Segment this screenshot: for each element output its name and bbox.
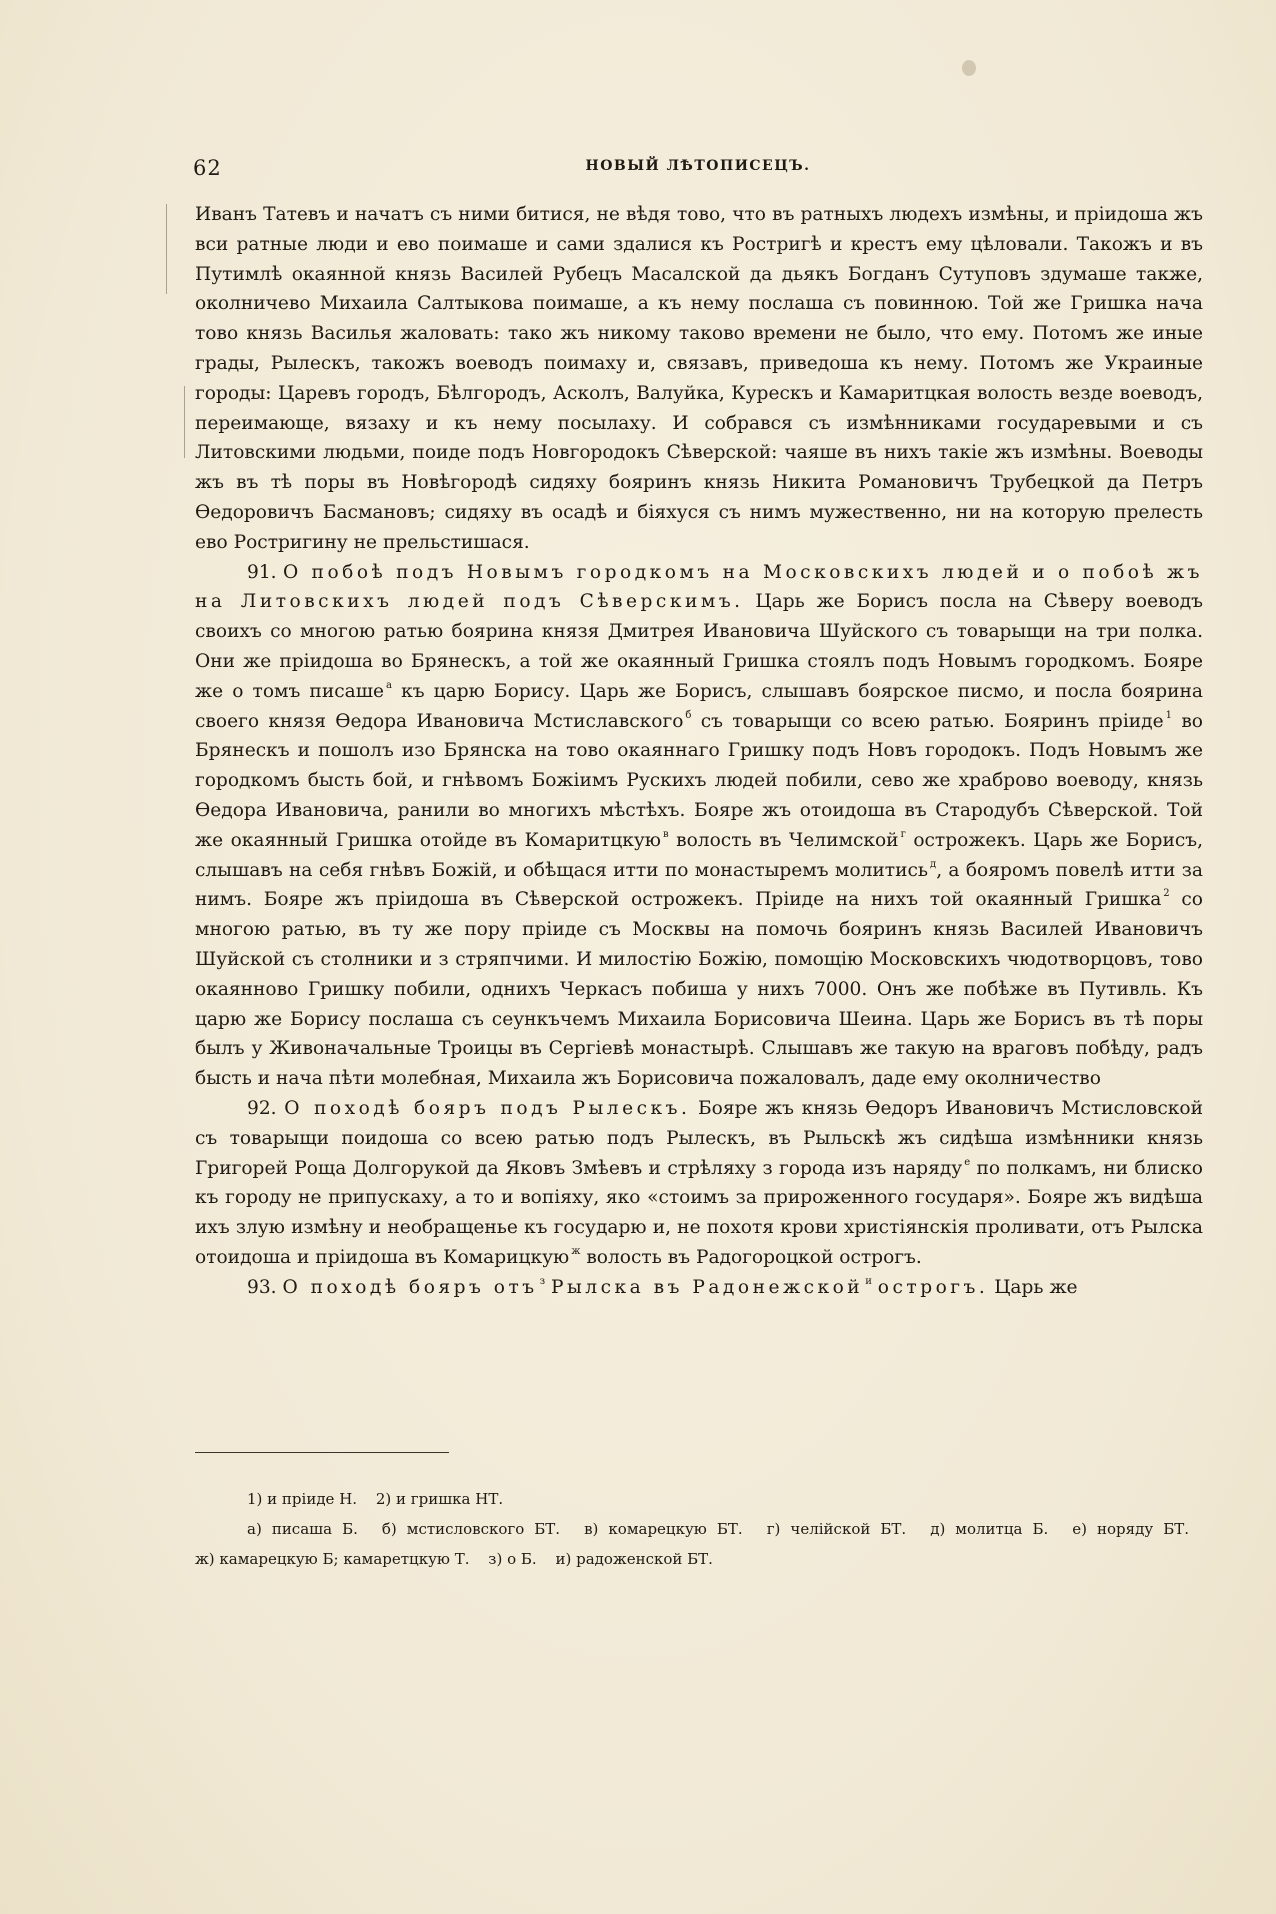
paragraph-92 <box>195 1094 1203 1273</box>
chapter-number: 93. <box>247 1276 277 1298</box>
text-run: волость въ Челимской <box>676 829 899 851</box>
chapter-heading: Рылска въ Радонежской <box>550 1276 864 1298</box>
footnote: 2) и гришка НТ. <box>375 1490 504 1508</box>
chapter-number: 91. <box>247 561 277 583</box>
margin-mark <box>184 386 185 458</box>
variant-note: и) радоженской БТ. <box>555 1550 713 1568</box>
page-header <box>193 156 1203 186</box>
variant-note: б) мстисловского БТ. <box>381 1520 561 1538</box>
footnote-divider <box>195 1452 449 1453</box>
variant-ref: ж <box>571 1245 581 1257</box>
chapter-number: 92. <box>247 1097 277 1119</box>
chapter-heading: О походѣ бояръ подъ Рылескъ. <box>284 1097 691 1119</box>
numbered-footnotes <box>195 1484 1203 1514</box>
variant-ref: е <box>964 1156 971 1168</box>
variant-ref: в <box>663 828 669 840</box>
text-run: со многою ратью, въ ту же пору пріиде съ Москвы на помочь бояринъ князь Василей Ивановичъ Шуйской съ столники и з стряпчими. И милостію Божію, помощію Московскихъ чюдотворцовъ, тово окаянново Гришку побили, однихъ Черкасъ побиша у нихъ 7000. Онъ же побѣже въ Путивль. Къ царю же Борису послаша съ сеункъчемъ Михаила Борисовича Шеина. Царь же Борисъ въ тѣ поры былъ у Живоначальные Троицы въ Сергіевѣ монастырѣ. Слышавъ же такую на враговъ побѣду, радъ бысть и нача пѣти молебная, Михаила жъ Борисовича пожаловалъ, даде ему околничество <box>195 889 1203 1090</box>
variant-ref: а <box>386 679 392 691</box>
text-run: во Брянескъ и пошолъ изо Брянска на тово окаяннаго Гришку подъ Новъ городокъ. Подъ Новымъ же городкомъ бысть бой, и гнѣвомъ Божіимъ Рускихъ людей побили, сево же храброво воеводу, князь Ѳедора Ивановича, ранили во многихъ мѣстѣхъ. Бояре жъ отоидоша въ Стародубъ Сѣверской. Той же окаянный Гришка отойде въ Комаритцкую <box>195 710 1203 851</box>
text-run: , а бояромъ повелѣ итти за нимъ. Бояре жъ пріидоша въ Сѣверской острожекъ. Пріиде на нихъ той окаянный Гришка <box>195 859 1203 911</box>
chapter-heading: О походѣ бояръ отъ <box>282 1276 538 1298</box>
paragraph-continuation: Иванъ Татевъ и начатъ съ ними битися, не вѣдя тово, что въ ратныхъ людехъ измѣны, и пріидоша жъ вси ратные люди и ево поимаше и сами здалися къ Ростригѣ и крестъ ему цѣловали. Такожъ и въ Путимлѣ окаянной князь Василей Рубецъ Масалской да дьякъ Богданъ Сутуповъ здумаше также, околничево Михаила Салтыкова поимаше, а къ нему послаша съ повинною. Той же Гришка нача тово князь Василья жаловать: тако жъ никому таково времени не было, что ему. Потомъ же иные грады, Рылескъ, такожъ воеводъ поимаху и, связавъ, приведоша къ нему. Потомъ же Украиные городы: Царевъ городъ, Бѣлгородъ, Асколъ, Валуйка, Курескъ и Камаритцкая волость везде воеводъ, переимающе, вязаху и къ нему посылаху. И собрався съ измѣнниками государевыми и съ Литовскими людьми, поиде подъ Новгородокъ Сѣверской: чаяше въ нихъ такіе жъ измѣны. Воеводы жъ въ тѣ поры въ Новѣгородѣ сидяху бояринъ князь Никита Романовичъ Трубецкой да Петръ Ѳедоровичъ Басмановъ; сидяху въ осадѣ и біяхуся съ нимъ мужественно, ни на которую прелесть ево Ростригину не прельстишася. <box>195 204 1203 553</box>
chapter-heading: О побоѣ подъ Новымъ городкомъ на Московскихъ людей и о побоѣ жъ на Литовскихъ людей подъ Сѣверскимъ. <box>195 561 1203 613</box>
variant-note: г) челійской БТ. <box>766 1520 907 1538</box>
variant-note: в) комарецкую БТ. <box>584 1520 743 1538</box>
text-run: по полкамъ, ни блиско къ городу не припускаху, а то и вопіяху, яко «стоимъ за прироженного государя». Бояре жъ видѣша ихъ злую измѣну и необращенье къ государю и, не похотя крови христіянскія проливати, отъ Рылска отоидоша и пріидоша въ Комарицкую <box>195 1157 1203 1268</box>
paragraph-91 <box>195 558 1203 1094</box>
chapter-heading: острогъ. <box>877 1276 989 1298</box>
variant-note: ж) камарецкую Б; камаретцкую Т. <box>195 1550 470 1568</box>
footnote: 1) и пріиде Н. <box>247 1490 358 1508</box>
text-run: Царь же <box>994 1276 1078 1298</box>
text-run: волость въ Радогороцкой острогъ. <box>586 1246 922 1268</box>
text-run: Бояре жъ князь Ѳедоръ Ивановичъ Мстисловской съ товарыщи поидоша со всею ратью подъ Рылескъ, въ Рыльскѣ жъ сидѣша измѣнники князь Григорей Роща Долгорукой да Яковъ Змѣевъ и стрѣляху з города изъ наряду <box>195 1097 1204 1179</box>
running-title: НОВЫЙ ЛѢТОПИСЕЦЪ. <box>585 158 811 174</box>
paragraph-93 <box>195 1273 1203 1303</box>
footnote-ref: 2 <box>1163 888 1170 900</box>
variant-ref: б <box>685 709 692 721</box>
variant-note: а) писаша Б. <box>247 1520 358 1538</box>
margin-mark <box>166 204 167 294</box>
variant-note: з) о Б. <box>488 1550 537 1568</box>
variant-ref: д <box>930 858 937 870</box>
footnote-ref: 1 <box>1165 709 1172 721</box>
variant-ref: и <box>865 1275 872 1287</box>
page-number: 62 <box>193 156 222 180</box>
text-run: къ царю Борису. Царь же Борисъ, слышавъ боярское писмо, и посла боярина своего князя Ѳедора Ивановича Мстиславского <box>195 680 1203 732</box>
variant-ref: з <box>539 1275 546 1287</box>
text-run: острожекъ. Царь же Борисъ, слышавъ на себя гнѣвъ Божій, и обѣщася итти по монастыремъ молитись <box>195 829 1203 881</box>
main-text <box>195 200 1203 1302</box>
text-run: съ товарыщи со всею ратью. Бояринъ пріиде <box>700 710 1164 732</box>
ink-speck <box>962 60 976 76</box>
variant-note: д) молитца Б. <box>930 1520 1049 1538</box>
footnotes <box>195 1484 1203 1574</box>
variant-ref: г <box>900 828 906 840</box>
variant-footnotes <box>195 1514 1203 1574</box>
text-run: Царь же Борисъ посла на Сѣверу воеводъ своихъ со многою ратью боярина князя Дмитрея Ивановича Шуйского съ товарыщи на три полка. Они же пріидоша во Брянескъ, а той же окаянный Гришка стоялъ подъ Новымъ городкомъ. Бояре же о томъ писаше <box>195 591 1203 702</box>
variant-note: е) норяду БТ. <box>1072 1520 1190 1538</box>
